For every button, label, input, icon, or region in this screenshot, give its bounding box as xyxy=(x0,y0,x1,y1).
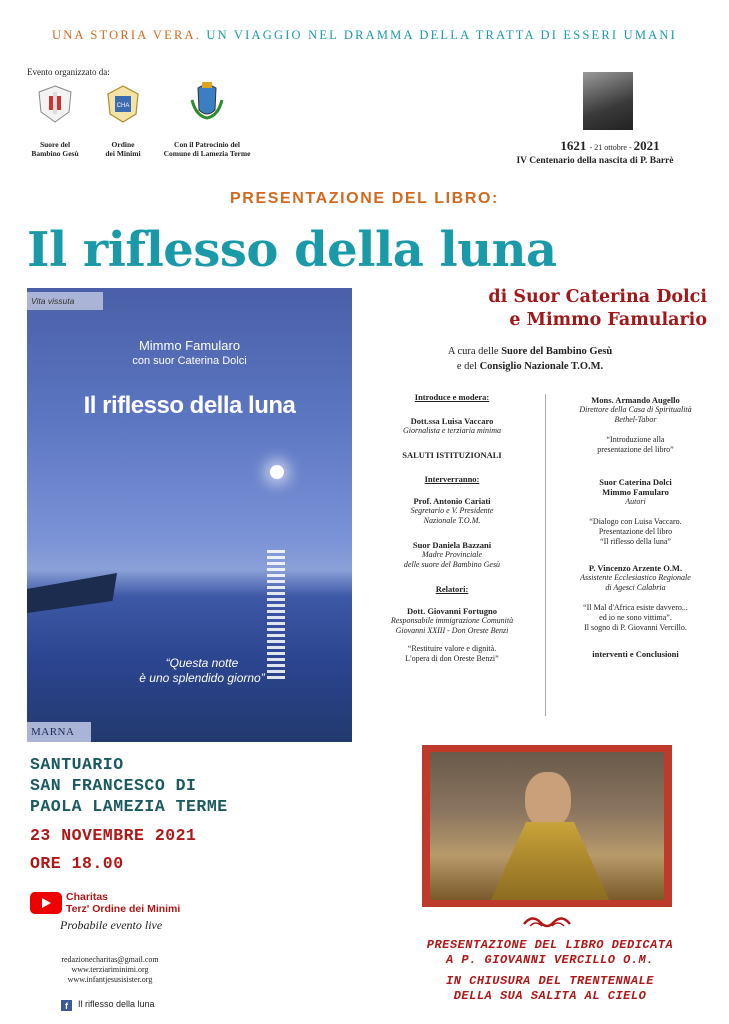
dedication-line3: IN CHIUSURA DEL TRENTENNALE xyxy=(446,974,654,988)
book-cover xyxy=(27,288,352,742)
speaker-arzente-role2: di Agesci Calabria xyxy=(605,583,666,592)
event-date: 23 NOVEMBRE 2021 xyxy=(30,826,197,845)
channel-name-line1: Charitas xyxy=(66,891,109,903)
logo-caption-suore xyxy=(20,140,90,158)
talk-augello-line2: presentazione del libro” xyxy=(597,445,674,454)
contacts xyxy=(40,955,180,985)
centenary-date: 1621 - 21 ottobre - 2021 xyxy=(560,138,660,153)
photo-vestment xyxy=(490,822,610,900)
facebook-page-label[interactable]: Il riflesso della luna xyxy=(78,999,155,1009)
venue xyxy=(30,754,228,817)
dedication-line2: A P. GIOVANNI VERCILLO O.M. xyxy=(446,953,654,967)
curated-by xyxy=(380,344,680,374)
speaker-arzente-role1: Assistente Ecclesiastico Regionale xyxy=(580,573,691,582)
cover-publisher: MARNA xyxy=(27,722,91,742)
authors-dolci: Suor Caterina Dolci xyxy=(599,477,672,487)
vercillo-photo xyxy=(430,752,664,900)
logo-caption-minimi xyxy=(88,140,158,158)
curated-prefix2: e del xyxy=(456,361,477,372)
talk-arzente-line3: Il sogno di P. Giovanni Vercillo. xyxy=(584,623,687,632)
facebook-icon[interactable]: f xyxy=(61,1000,72,1011)
venue-line3: PAOLA LAMEZIA TERME xyxy=(30,797,228,816)
event-time: ORE 18.00 xyxy=(30,854,124,873)
speaker-fortugno-role2: Giovanni XXIII - Don Oreste Benzi xyxy=(395,626,509,635)
logo-caption-lamezia xyxy=(152,140,262,158)
logo-ordine-minimi xyxy=(104,84,142,128)
logo-comune-lamezia xyxy=(188,80,226,124)
speaker-cariati-name: Prof. Antonio Cariati xyxy=(413,496,491,506)
talk-authors-line1: “Dialogo con Luisa Vaccaro. xyxy=(589,517,682,526)
centenary-day: 21 ottobre xyxy=(594,143,627,152)
logo-suore-bambino-gesu xyxy=(36,84,74,128)
moderator-role: Giornalista e terziaria minima xyxy=(402,426,501,435)
curated-org1: Suore del Bambino Gesù xyxy=(501,346,613,357)
speaker-augello-role2: Bethel-Tabor xyxy=(614,415,657,424)
dedication xyxy=(380,938,720,1004)
heading-interverranno: Interverranno: xyxy=(424,474,480,484)
minimi-crest-icon xyxy=(104,84,142,124)
cover-quote xyxy=(97,656,307,686)
channel-name[interactable] xyxy=(66,891,180,915)
organizers-label: Evento organizzato da: xyxy=(27,67,110,77)
speaker-bazzani-role1: Madre Provinciale xyxy=(421,550,483,559)
cover-author: Mimmo Famularo xyxy=(138,338,241,353)
talk-arzente-line1: “Il Mal d'Africa esiste davvero... xyxy=(583,603,688,612)
authors-famularo: Mimmo Famularo xyxy=(602,487,669,497)
suore-crest-icon xyxy=(36,84,74,124)
authors-line2: e Mimmo Famulario xyxy=(509,310,707,330)
program-divider xyxy=(545,394,546,716)
talk-fortugno-line2: L'opera di don Oreste Benzi” xyxy=(405,654,499,663)
speaker-bazzani-name: Suor Daniela Bazzani xyxy=(412,540,492,550)
heading-relatori: Relatori: xyxy=(435,584,469,594)
logo-caption-suore-line1: Suore del xyxy=(39,140,71,149)
cover-quote-line2: è uno splendido giorno” xyxy=(139,671,265,685)
event-datetime xyxy=(30,822,196,878)
speaker-fortugno-role1: Responsabile immigrazione Comunità xyxy=(390,616,514,625)
speaker-arzente-name: P. Vincenzo Arzente O.M. xyxy=(588,563,683,573)
live-notice: Probabile evento live xyxy=(60,918,163,932)
logo-caption-lamezia-line2: Comune di Lamezia Terme xyxy=(163,149,251,158)
contact-site2[interactable]: www.infantjesusisister.org xyxy=(67,975,153,984)
cover-coauthor: con suor Caterina Dolci xyxy=(132,355,247,367)
logo-caption-minimi-line2: dei Minimi xyxy=(105,149,141,158)
talk-fortugno-line1: “Restituire valore e dignità. xyxy=(407,644,497,653)
centenary-year-end: 2021 xyxy=(633,138,660,153)
talk-authors-line2: Presentazione del libro xyxy=(598,527,673,536)
cover-quote-line1: “Questa notte xyxy=(165,656,239,670)
saluti-istituzionali: SALUTI ISTITUZIONALI xyxy=(402,450,502,460)
photo-face xyxy=(525,772,571,828)
authors-line1: di Suor Caterina Dolci xyxy=(488,287,707,307)
presentation-heading: PRESENTAZIONE DEL LIBRO: xyxy=(230,190,499,207)
youtube-icon[interactable] xyxy=(30,892,62,914)
talk-authors-line3: “Il riflesso della luna” xyxy=(600,537,671,546)
logo-caption-minimi-line1: Ordine xyxy=(111,140,135,149)
speaker-augello-role1: Direttore della Casa di Spiritualità xyxy=(579,405,692,414)
channel-name-line2: Terz' Ordine dei Minimi xyxy=(66,903,181,915)
boat-icon xyxy=(27,573,117,613)
closing-remarks: interventi e Conclusioni xyxy=(592,649,679,659)
contact-site1[interactable]: www.terziariminimi.org xyxy=(71,965,149,974)
speaker-augello-name: Mons. Armando Augello xyxy=(591,395,680,405)
centenary-text: IV Centenario della nascita di P. Barrè xyxy=(516,156,674,166)
curated-org2: Consiglio Nazionale T.O.M. xyxy=(479,361,604,372)
dedication-line4: DELLA SUA SALITA AL CIELO xyxy=(453,989,647,1003)
talk-arzente-line2: ed io ne sono vittima”. xyxy=(599,613,672,622)
moon-icon xyxy=(270,465,284,479)
venue-line2: SAN FRANCESCO DI xyxy=(30,776,197,795)
tagline xyxy=(0,28,729,43)
svg-text:CHA: CHA xyxy=(116,103,130,109)
book-authors xyxy=(360,286,707,332)
speaker-cariati-role2: Nazionale T.O.M. xyxy=(423,516,481,525)
tagline-part1: UNA STORIA VERA. xyxy=(52,28,202,42)
lamezia-crest-icon xyxy=(188,80,226,120)
contact-email[interactable]: redazionecharitas@gmail.com xyxy=(61,955,159,964)
program-right xyxy=(548,395,723,659)
dedication-line1: PRESENTAZIONE DEL LIBRO DEDICATA xyxy=(426,938,674,952)
centenary-year-start: 1621 xyxy=(560,138,587,153)
logo-caption-suore-line2: Bambino Gesù xyxy=(31,149,79,158)
book-title: Il riflesso della luna xyxy=(27,222,557,278)
logo-caption-lamezia-line1: Con il Patrocinio del xyxy=(174,140,240,149)
speaker-fortugno-name: Dott. Giovanni Fortugno xyxy=(407,606,497,616)
tagline-part2: UN VIAGGIO NEL DRAMMA DELLA TRATTA DI ESSERI UMANI xyxy=(206,28,677,42)
venue-line1: SANTUARIO xyxy=(30,755,124,774)
cover-title: Il riflesso della luna xyxy=(83,392,296,419)
ornament-icon xyxy=(522,912,572,932)
program-left xyxy=(362,392,542,664)
talk-augello-line1: “Introduzione alla xyxy=(606,435,665,444)
authors-role: Autori xyxy=(625,497,646,506)
speaker-cariati-role1: Segretario e V. Presidente xyxy=(410,506,494,515)
speaker-bazzani-role2: delle suore del Bambino Gesù xyxy=(403,560,501,569)
moderator-name: Dott.ssa Luisa Vaccaro xyxy=(410,416,494,426)
heading-introduce: Introduce e modera: xyxy=(414,392,490,402)
curated-prefix1: A cura delle xyxy=(447,346,499,357)
cover-series: Vita vissuta xyxy=(27,292,103,310)
barre-portrait xyxy=(583,72,633,130)
